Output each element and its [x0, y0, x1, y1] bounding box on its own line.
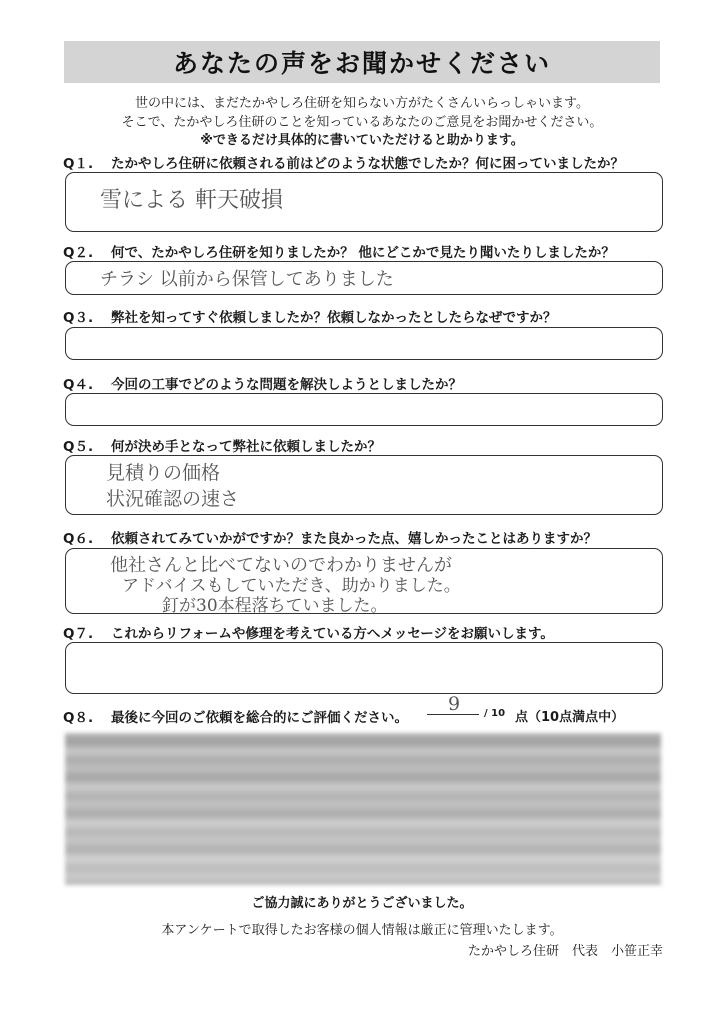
answer-box-1: [65, 172, 663, 232]
question-number: Q３.: [63, 310, 94, 326]
question-number: Q６.: [63, 531, 94, 547]
answer-box-7: [65, 642, 663, 694]
title-banner: [64, 41, 660, 83]
answer-box-3: [65, 327, 663, 360]
score-denominator: / 10: [484, 708, 506, 719]
question-6: [63, 527, 597, 547]
question-number: Q７.: [63, 626, 94, 642]
answer-box-6: [65, 548, 663, 614]
answer-text: アドバイスもしていただき、助かりました。: [122, 576, 461, 596]
answer-box-4: [65, 393, 663, 426]
question-8: [63, 706, 408, 726]
question-text: これからリフォームや修理を考えている方へメッセージをお願いします。: [111, 626, 554, 642]
question-3: [63, 306, 557, 326]
question-text: たかやしろ住研に依頼される前はどのような状態でしたか？何に困っていましたか？: [111, 156, 624, 172]
question-number: Q５.: [63, 439, 94, 455]
question-text: 最後に今回のご依頼を総合的にご評価ください。: [111, 710, 408, 726]
answer-text: 他社さんと比べてないのでわかりませんが: [110, 555, 452, 576]
score-suffix: 点（10点満点中）: [515, 710, 625, 725]
page-title: あなたの声をお聞かせください: [172, 49, 551, 78]
answer-box-5: [65, 455, 663, 515]
question-text: 今回の工事でどのような問題を解決しようとしましたか？: [111, 377, 462, 393]
question-4: [63, 373, 462, 393]
thanks-text: ご協力誠にありがとうございました。: [251, 896, 473, 911]
question-text: 弊社を知ってすぐ依頼しましたか？依頼しなかったとしたらなぜですか？: [111, 310, 557, 326]
blurred-comment-area: [65, 733, 661, 885]
question-number: Q１.: [63, 156, 94, 172]
question-number: Q２.: [63, 245, 94, 261]
question-number: Q４.: [63, 377, 94, 393]
answer-text: 見積りの価格: [106, 462, 221, 484]
score-value: 9: [448, 693, 461, 715]
answer-text: 釘が30本程落ちていました。: [162, 596, 388, 616]
answer-box-2: [65, 261, 663, 295]
question-7: [63, 622, 554, 642]
answer-text: チラシ 以前から保管してありました: [100, 269, 394, 290]
intro-line-2: そこで、たかやしろ住研のことを知っているあなたのご意見をお聞かせください。: [121, 115, 603, 130]
question-1: [63, 152, 624, 172]
intro-line-1: 世の中には、まだたかやしろ住研を知らない方がたくさんいらっしゃいます。: [135, 96, 589, 111]
intro-note: ※できるだけ具体的に書いていただけると助かります。: [200, 133, 524, 148]
answer-text: 雪による 軒天破損: [100, 188, 283, 213]
question-text: 何で、たかやしろ住研を知りましたか？ 他にどこかで見たり聞いたりしましたか？: [111, 245, 615, 261]
question-5: [63, 435, 381, 455]
answer-text: 状況確認の速さ: [106, 488, 240, 510]
question-text: 何が決め手となって弊社に依頼しましたか？: [111, 439, 381, 455]
signature-text: たかやしろ住研 代表 小笹正幸: [468, 944, 664, 959]
question-number: Q８.: [63, 710, 94, 726]
privacy-text: 本アンケートで取得したお客様の個人情報は厳正に管理いたします。: [161, 923, 563, 938]
question-text: 依頼されてみていかがですか？また良かった点、嬉しかったことはありますか？: [111, 531, 597, 547]
question-2: [63, 241, 615, 261]
